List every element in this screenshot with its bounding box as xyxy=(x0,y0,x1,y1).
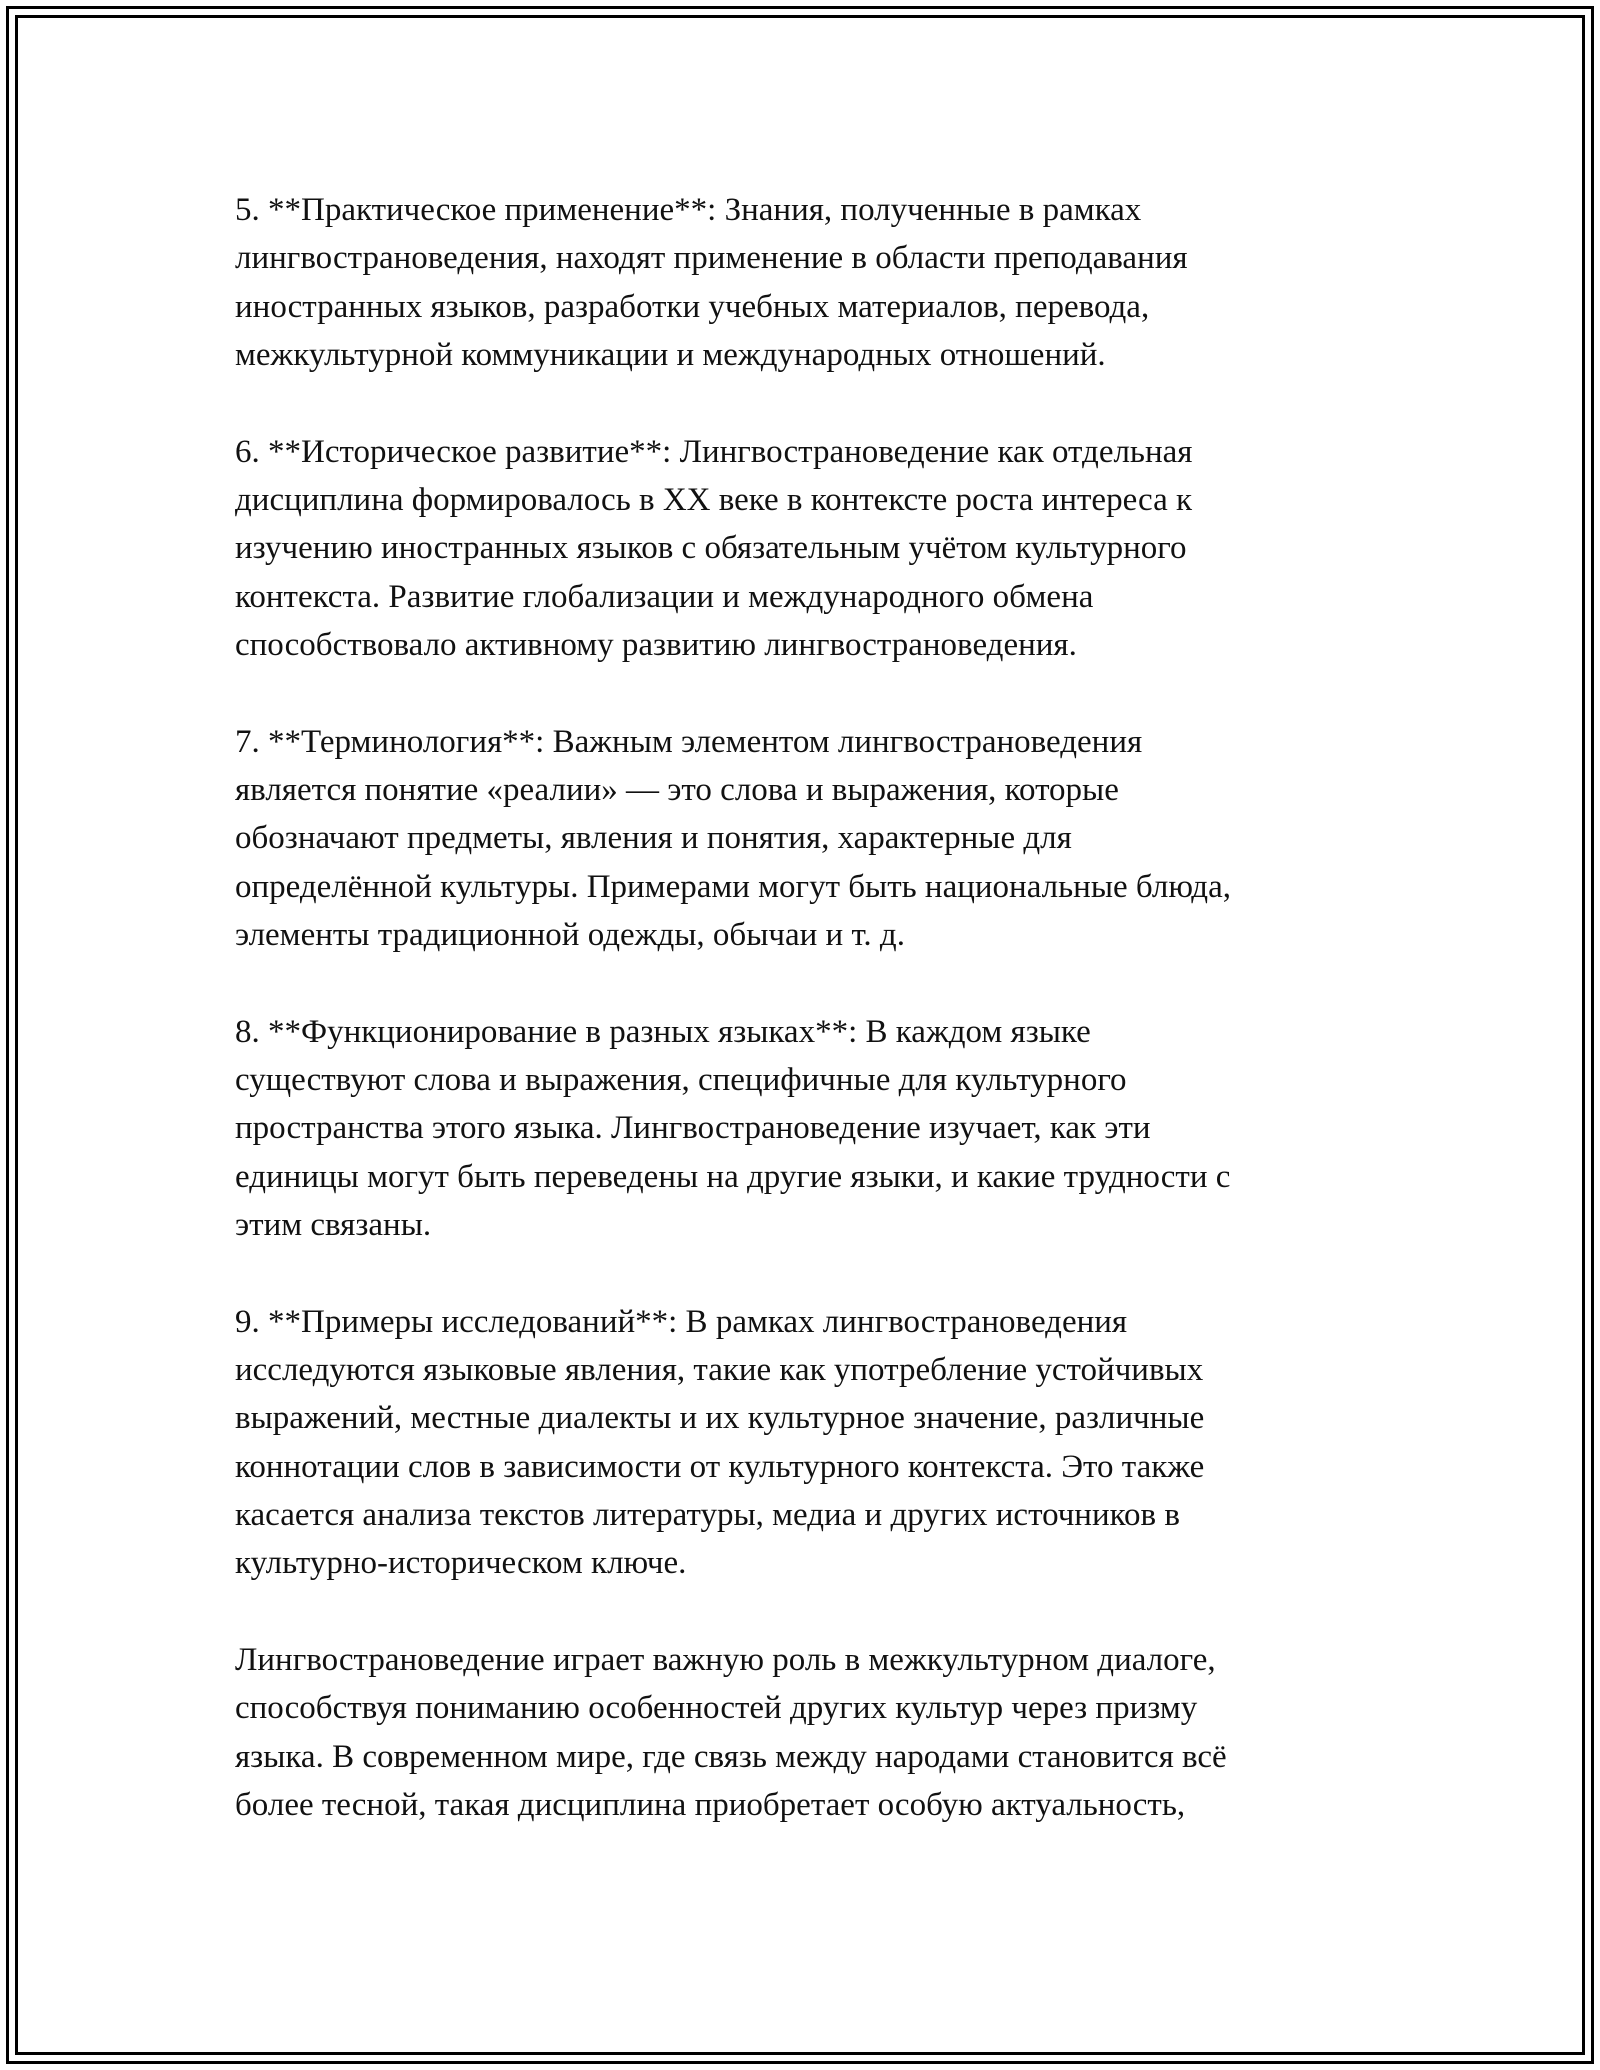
paragraph-practical-application: 5. **Практическое применение**: Знания, полученные в рамках лингвострановедения, находят применение в области преподавания иностранных языков, разработки учебных материалов, перевода, межкультурной коммуникации и международных отношений. xyxy=(235,192,1188,373)
paragraph-functioning-in-languages: 8. **Функционирование в разных языках**: В каждом языке существуют слова и выражения, специфичные для культурного пространства этого языка. Лингвострановедение изучает, как эти единицы могут быть переведены на другие языки, и какие трудности с этим связаны. xyxy=(235,1013,1231,1243)
paragraph-research-examples: 9. **Примеры исследований**: В рамках лингвострановедения исследуются языковые явления, такие как употребление устойчивых выражений, местные диалекты и их культурное значение, различные коннотации слов в зависимости от культурного контекста. Это также касается анализа текстов литературы, медиа и других источников в культурно-историческом ключе. xyxy=(235,1303,1205,1582)
paragraph-terminology: 7. **Терминология**: Важным элементом лингвострановедения является понятие «реалии» — это слова и выражения, которые обозначают предметы, явления и понятия, характерные для определённой культуры. Примерами могут быть национальные блюда, элементы традиционной одежды, обычаи и т. д. xyxy=(235,723,1231,953)
document-body xyxy=(235,186,1375,1829)
paragraph-conclusion: Лингвострановедение играет важную роль в межкультурном диалоге, способствуя пониманию особенностей других культур через призму языка. В современном мире, где связь между народами становится всё более тесной, такая дисциплина приобретает особую актуальность, xyxy=(235,1641,1227,1823)
paragraph-historical-development: 6. **Историческое развитие**: Лингвострановедение как отдельная дисциплина формировалось в XX веке в контексте роста интереса к изучению иностранных языков с обязательным учётом культурного контекста. Развитие глобализации и международного обмена способствовало активному развитию лингвострановедения. xyxy=(235,433,1193,663)
